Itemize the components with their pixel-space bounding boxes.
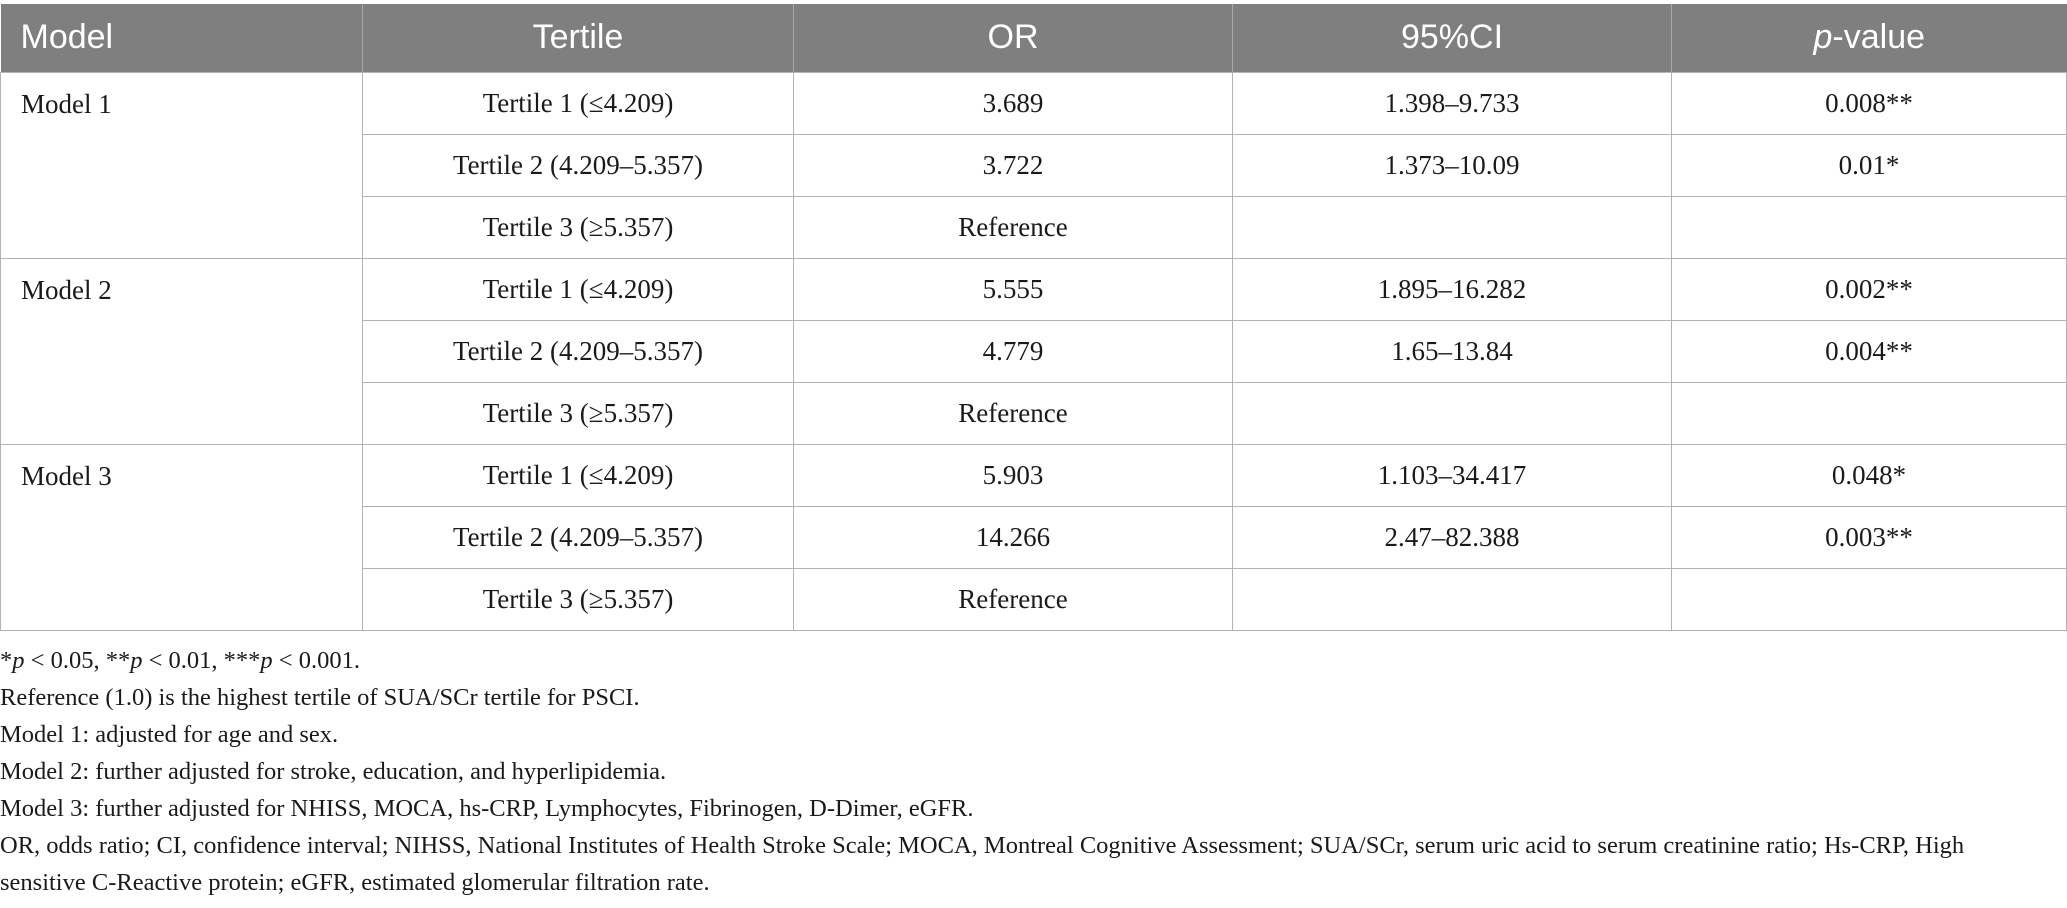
sig-p: p xyxy=(130,647,143,674)
ci-cell: 1.398–9.733 xyxy=(1233,72,1672,134)
model-label: Model 1 xyxy=(1,72,363,258)
or-cell: Reference xyxy=(794,382,1233,444)
tertile-cell: Tertile 2 (4.209–5.357) xyxy=(363,506,794,568)
table-row xyxy=(1,258,2067,320)
tertile-cell: Tertile 3 (≥5.357) xyxy=(363,196,794,258)
model-label: Model 3 xyxy=(1,444,363,630)
model-label: Model 2 xyxy=(1,258,363,444)
ci-cell: 1.895–16.282 xyxy=(1233,258,1672,320)
table-row xyxy=(1,72,2067,134)
or-cell: 4.779 xyxy=(794,320,1233,382)
p-value-cell xyxy=(1672,568,2067,630)
sig-text: < 0.01, *** xyxy=(142,647,261,674)
tertile-cell: Tertile 3 (≥5.357) xyxy=(363,568,794,630)
or-cell: Reference xyxy=(794,196,1233,258)
header-p-suffix: -value xyxy=(1832,18,1926,57)
sig-p: p xyxy=(260,647,273,674)
or-cell: 5.903 xyxy=(794,444,1233,506)
header-or: OR xyxy=(794,4,1233,72)
ci-cell: 1.373–10.09 xyxy=(1233,134,1672,196)
p-value-cell: 0.004** xyxy=(1672,320,2067,382)
ci-cell: 1.65–13.84 xyxy=(1233,320,1672,382)
header-tertile: Tertile xyxy=(363,4,794,72)
model1-note: Model 1: adjusted for age and sex. xyxy=(0,721,339,748)
header-p-letter: p xyxy=(1813,18,1833,57)
results-table xyxy=(0,4,2067,631)
or-cell: 5.555 xyxy=(794,258,1233,320)
p-value-cell: 0.002** xyxy=(1672,258,2067,320)
ci-cell xyxy=(1233,196,1672,258)
sig-text: < 0.001. xyxy=(272,647,360,674)
ci-cell: 2.47–82.388 xyxy=(1233,506,1672,568)
tertile-cell: Tertile 2 (4.209–5.357) xyxy=(363,134,794,196)
significance-note xyxy=(0,642,2040,679)
header-row xyxy=(1,4,2067,72)
p-value-cell: 0.003** xyxy=(1672,506,2067,568)
model3-note: Model 3: further adjusted for NHISS, MOCA, hs-CRP, Lymphocytes, Fibrinogen, D-Dimer, eGFR. xyxy=(0,795,974,822)
abbreviations-note: OR, odds ratio; CI, confidence interval; NIHSS, National Institutes of Health Stroke Scale; MOCA, Montreal Cognitive Assessment; SUA/SCr, serum uric acid to serum creatinine ratio; Hs-CRP, High sensitive C-Reactive protein; eGFR, estimated glomerular filtration rate. xyxy=(0,832,1965,896)
ci-cell xyxy=(1233,382,1672,444)
reference-note: Reference (1.0) is the highest tertile of SUA/SCr tertile for PSCI. xyxy=(0,684,640,711)
tertile-cell: Tertile 1 (≤4.209) xyxy=(363,72,794,134)
p-value-cell: 0.01* xyxy=(1672,134,2067,196)
sig-text: < 0.05, ** xyxy=(24,647,131,674)
model2-note: Model 2: further adjusted for stroke, education, and hyperlipidemia. xyxy=(0,758,667,785)
header-ci: 95%CI xyxy=(1233,4,1672,72)
header-model: Model xyxy=(1,4,363,72)
header-p-value xyxy=(1672,4,2067,72)
or-cell: 3.722 xyxy=(794,134,1233,196)
table-row xyxy=(1,444,2067,506)
tertile-cell: Tertile 1 (≤4.209) xyxy=(363,444,794,506)
sig-star: * xyxy=(0,647,13,674)
table-footnotes xyxy=(0,642,2040,901)
or-cell: Reference xyxy=(794,568,1233,630)
p-value-cell: 0.008** xyxy=(1672,72,2067,134)
or-cell: 14.266 xyxy=(794,506,1233,568)
sig-p: p xyxy=(12,647,25,674)
tertile-cell: Tertile 2 (4.209–5.357) xyxy=(363,320,794,382)
ci-cell: 1.103–34.417 xyxy=(1233,444,1672,506)
or-cell: 3.689 xyxy=(794,72,1233,134)
ci-cell xyxy=(1233,568,1672,630)
p-value-cell xyxy=(1672,196,2067,258)
p-value-cell xyxy=(1672,382,2067,444)
tertile-cell: Tertile 3 (≥5.357) xyxy=(363,382,794,444)
p-value-cell: 0.048* xyxy=(1672,444,2067,506)
tertile-cell: Tertile 1 (≤4.209) xyxy=(363,258,794,320)
